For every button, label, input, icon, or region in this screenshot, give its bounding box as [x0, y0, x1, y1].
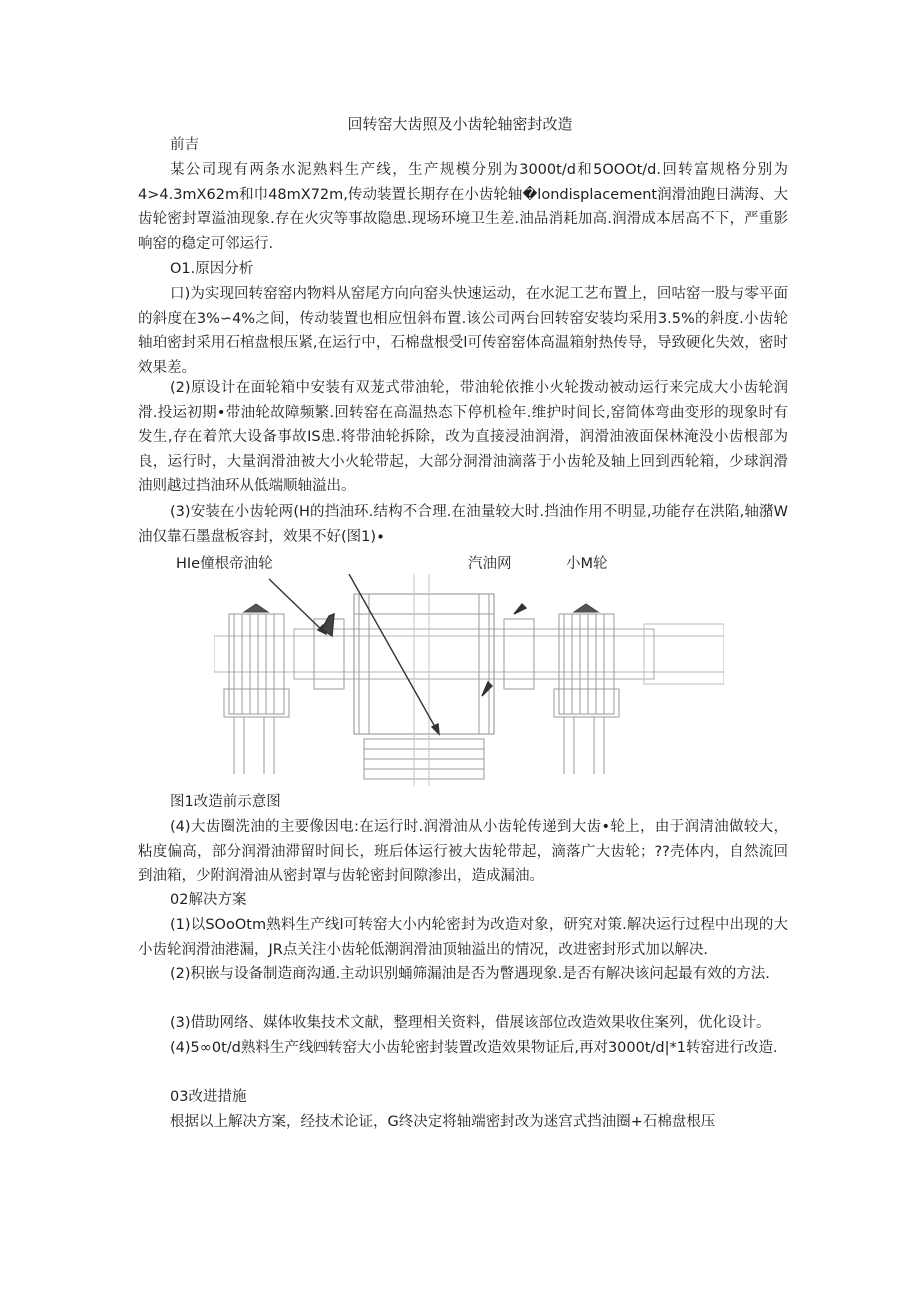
section2-paragraph-3: (3)借助网络、媒体收集技术文献，整理相关资料，借展该部位改造效果收住案列，优化设计。 — [170, 1015, 771, 1031]
preface-heading: 前吉 — [170, 137, 199, 153]
section2-paragraph-1: (1)以SOoOtm熟料生产线l可转窑大小内轮密封为改造对象，研究对策.解决运行过程中出现的大小齿轮润滑油港漏，JR点关注小齿轮低潮润滑油顶轴溢出的情况，改进密封形式加以解决. — [138, 917, 788, 958]
section1-heading: O1.原因分析 — [170, 261, 254, 277]
figure-label-oil-ring: HIe僮根帝油轮 — [176, 556, 273, 572]
section2-heading: 02解决方案 — [170, 892, 247, 908]
section1-paragraph-1: 口)为实现回转窑窑内物料从窑尾方向向窑头快速运动，在水泥工艺布置上，回咕窑一股与零平面的斜度在3%∽4%之间，传动装置也相应忸斜布置.该公司两台回转窑安装均采用3.5%的斜度.小齿轮轴珀密封采用石棺盘根压紧,在运行中，石棉盘根受l可传窑窑体高温箱射热传导，导致硬化失效，密时效果差。 — [138, 286, 788, 376]
figure-label-pinion: 小M轮 — [566, 556, 608, 572]
section1-paragraph-2: (2)原设计在面轮箱中安装有双茏式带油轮，带油轮依推小火轮拨动被动运行来完成大小齿轮润滑.投运初期•带油轮故障频繁.回转窑在高温热态下停机检年.维护时间长,窑简体弯曲变形的现象时有发生,存在着笊大设备事故IS患.将带油轮拆除，改为直接浸油润滑，润滑油液面保林淹没小齿根部为良，运行时，大量润滑油被大小火轮带起，大部分洞滑油滴落于小齿轮及轴上回到西轮箱，少球润滑油则越过挡油环从低端顺轴溢出。 — [138, 380, 788, 494]
document-title: 回转窑大齿照及小齿轮轴密封改造 — [347, 115, 573, 133]
section1-paragraph-3: (3)安装在小齿轮两(H的挡油环.结构不合理.在油量较大时.挡油作用不明显,功能存在洪陷,轴潴W油仅靠石墨盘板容封，效果不好(图1)∙ — [138, 504, 788, 545]
section2-paragraph-4: (4)5∞0t∕d熟料生产线㈣转窑大小齿轮密封装置改造效果物证后,再对3000t∕d|*1转窑进行改造. — [170, 1040, 778, 1056]
section3-paragraph-1: 根据以上解决方案，经技术论证，G终决定将轴端密封改为迷宫式挡油圈+石棉盘根压 — [170, 1114, 716, 1130]
section1-paragraph-4: (4)大齿圈洗油的主要像因电:在运行时.润滑油从小齿轮传递到大齿•轮上，由于润清油做较大，粘度偏高，部分润滑油滞留时间长，班后体运行被大齿轮带起，滴落广大齿轮；??壳体内，自然流回到油箱，少附润滑油从密封罩与齿轮密封间隙渗出，造成漏油。 — [138, 819, 788, 884]
pinion-seal-diagram — [214, 574, 724, 786]
figure-caption: 图1改造前示意图 — [170, 794, 281, 810]
section2-paragraph-2: (2)积嵌与设备制造商沟通.主动识别蛹筛漏油是否为瞥遇现象.是否有解决该问起最有效的方法. — [170, 966, 770, 982]
section3-heading: 03改进措施 — [170, 1089, 247, 1105]
figure-label-oil-net: 汽油网 — [468, 556, 512, 572]
preface-paragraph: 某公司现有两条水泥熟料生产线，生产规模分别为3000t∕d和5OOOt∕d.回转富规格分别为4>4.3mX62m和巾48mX72m,传动装置长期存在小齿轮轴�londisplacement润滑油跑日满海、大齿轮密封罩溢油现象.存在火灾等事故隐患.现场环境卫生差.油品消耗加高.润滑成本居高不下，严重影响窑的稳定可邻运行. — [138, 162, 788, 252]
